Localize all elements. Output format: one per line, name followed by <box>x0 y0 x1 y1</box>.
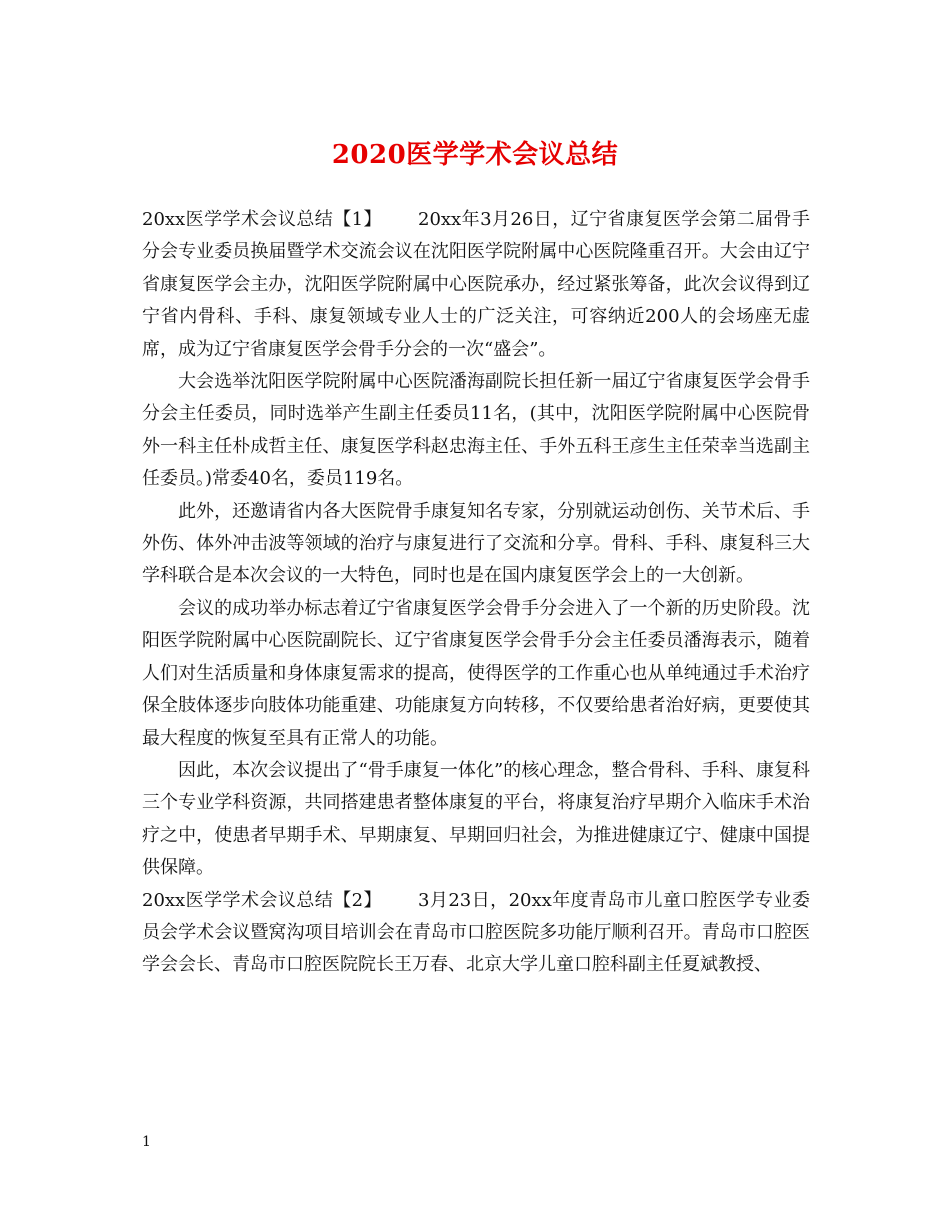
section-2-intro <box>142 885 810 982</box>
document-title: 2020医学学术会议总结 <box>331 140 619 170</box>
section-1-heading: 20xx医学学术会议总结【1】 <box>142 209 382 230</box>
section-1-lead: 20xx年3月26日，辽宁省康复医学会第二届骨手分会专业委员换届暨学术交流会议在沈阳医学院附属中心医院隆重召开。大会由辽宁省康复医学会主办，沈阳医学院附属中心医院承办，经过紧张筹备，此次会议得到辽宁省内骨科、手科、康复领域专业人士的广泛关注，可容纳近200人的会场座无虚席，成为辽宁省康复医学会骨手分会的一次“盛会”。 <box>142 209 810 360</box>
document-body <box>142 204 810 982</box>
section-1-paragraph: 大会选举沈阳医学院附属中心医院潘海副院长担任新一届辽宁省康复医学会骨手分会主任委员，同时选举产生副主任委员11名，(其中，沈阳医学院附属中心医院骨外一科主任朴成哲主任、康复医学科赵忠海主任、手外五科王彦生主任荣幸当选副主任委员。)常委40名，委员119名。 <box>142 371 810 490</box>
section-1-paragraph: 会议的成功举办标志着辽宁省康复医学会骨手分会进入了一个新的历史阶段。沈阳医学院附属中心医院副院长、辽宁省康复医学会骨手分会主任委员潘海表示，随着人们对生活质量和身体康复需求的提高，使得医学的工作重心也从单纯通过手术治疗保全肢体逐步向肢体功能重建、功能康复方向转移，不仅要给患者治好病，更要使其最大程度的恢复至具有正常人的功能。 <box>142 597 810 749</box>
section-1-intro <box>142 204 810 366</box>
section-2-lead: 3月23日，20xx年度青岛市儿童口腔医学专业委员会学术会议暨窝沟项目培训会在青岛市口腔医院多功能厅顺利召开。青岛市口腔医学会会长、青岛市口腔医院院长王万春、北京大学儿童口腔科副主任夏斌教授、 <box>142 889 810 976</box>
section-2-heading: 20xx医学学术会议总结【2】 <box>142 889 382 911</box>
page-number: 1 <box>142 1134 151 1150</box>
section-1-paragraph: 因此，本次会议提出了“骨手康复一体化”的核心理念，整合骨科、手科、康复科三个专业学科资源，共同搭建患者整体康复的平台，将康复治疗早期介入临床手术治疗之中，使患者早期手术、早期康复、早期回归社会，为推进健康辽宁、健康中国提供保障。 <box>142 759 810 879</box>
section-1-paragraph: 此外，还邀请省内各大医院骨手康复知名专家，分别就运动创伤、关节术后、手外伤、体外冲击波等领域的治疗与康复进行了交流和分享。骨科、手科、康复科三大学科联合是本次会议的一大特色，同时也是在国内康复医学会上的一大创新。 <box>142 500 810 587</box>
